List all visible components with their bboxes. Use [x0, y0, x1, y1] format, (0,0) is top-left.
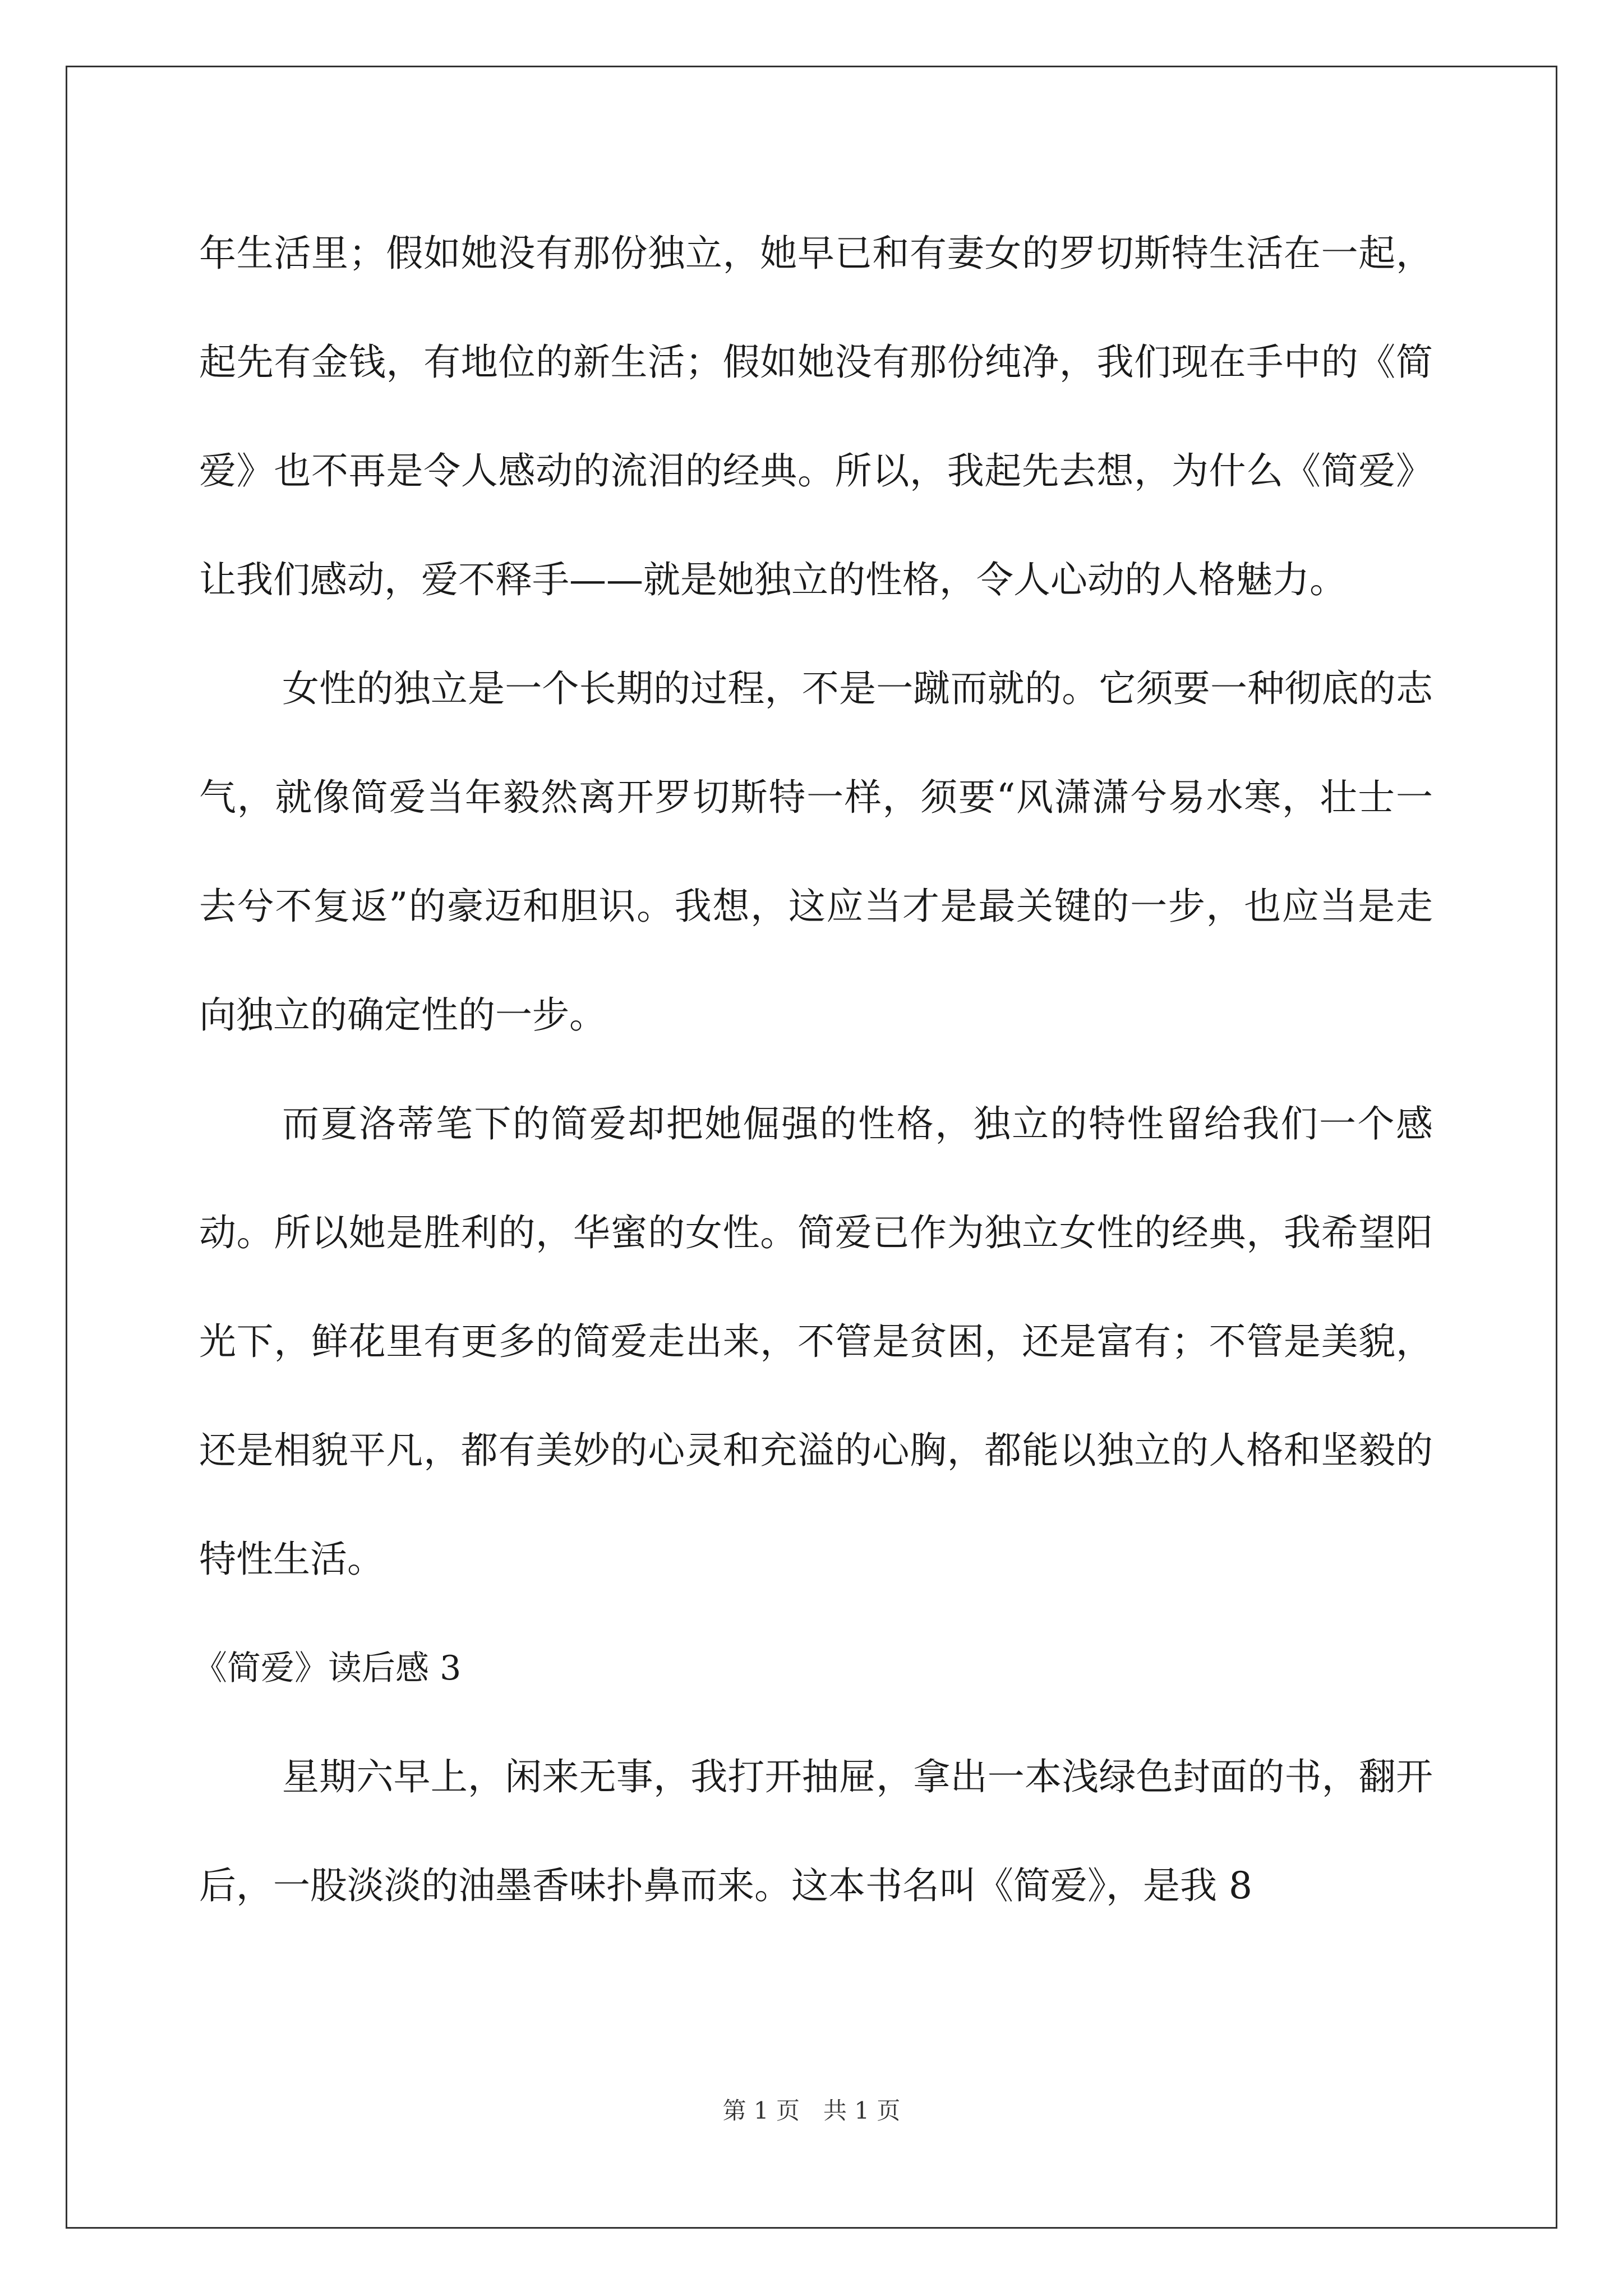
- paragraph-section-start: 星期六早上，闲来无事，我打开抽屉，拿出一本浅绿色封面的书，翻开后，一股淡淡的油墨香味扑鼻而来。这本书名叫《简爱》，是我 8: [199, 1755, 1433, 1907]
- paragraph-continuation: 年生活里；假如她没有那份独立，她早已和有妻女的罗切斯特生活在一起，起先有金钱，有地位的新生活；假如她没有那份纯净，我们现在手中的《简爱》也不再是令人感动的流泪的经典。所以，我起先去想，为什么《简爱》让我们感动，爱不释手——就是她独立的性格，令人心动的人格魅力。: [199, 232, 1433, 601]
- paragraph-independence: 女性的独立是一个长期的过程，不是一蹴而就的。它须要一种彻底的志气，就像简爱当年毅然离开罗切斯特一样，须要“风潇潇兮易水寒，壮士一去兮不复返”的豪迈和胆识。我想，这应当才是最关键的一步，也应当是走向独立的确定性的一步。: [199, 667, 1433, 1037]
- page-number-footer: 第 1 页 共 1 页: [722, 2097, 901, 2124]
- section-heading: 《简爱》读后感 3: [193, 1649, 462, 1688]
- paragraph-conclusion: 而夏洛蒂笔下的简爱却把她倔强的性格，独立的特性留给我们一个感动。所以她是胜利的，华蜜的女性。简爱已作为独立女性的经典，我希望阳光下，鲜花里有更多的简爱走出来，不管是贫困，还是富有；不管是美貌，还是相貌平凡，都有美妙的心灵和充溢的心胸，都能以独立的人格和坚毅的特性生活。: [199, 1102, 1433, 1581]
- document-body: [193, 199, 1433, 1940]
